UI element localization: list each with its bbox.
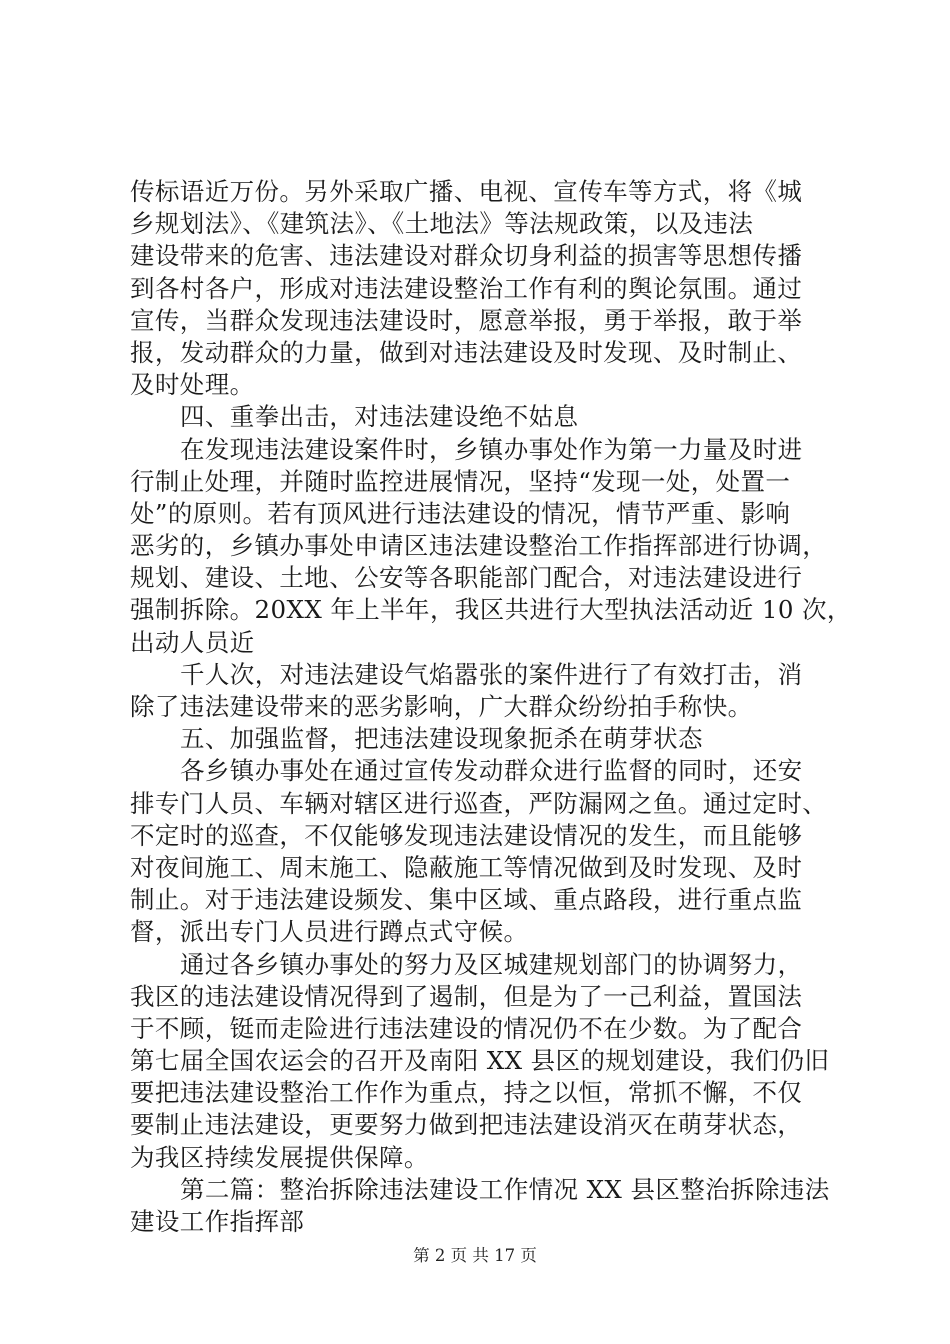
text-line: 传标语近万份。另外采取广播、电视、宣传车等方式，将《城 (130, 177, 803, 206)
text-line: 为我区持续发展提供保障。 (130, 1142, 429, 1172)
text-line: 通过各乡镇办事处的努力及区城建规划部门的协调努力， (180, 949, 803, 979)
text-line: 恶劣的，乡镇办事处申请区违法建设整治工作指挥部进行协调， (130, 531, 828, 561)
text-line: 我区的违法建设情况得到了遏制，但是为了一己利益，置国法 (130, 981, 803, 1011)
text-line: 督，派出专门人员进行蹲点式守候。 (130, 917, 529, 947)
section-heading: 四、重拳出击，对违法建设绝不姑息 (180, 402, 579, 432)
text-line: 除了违法建设带来的恶劣影响，广大群众纷纷拍手称快。 (130, 692, 753, 721)
text-line: 行制止处理，并随时监控进展情况，坚持“发现一处，处置一 (130, 466, 791, 496)
text-line: 第七届全国农运会的召开及南阳 XX 县区的规划建设，我们仍旧 (130, 1046, 830, 1076)
text-line: 宣传，当群众发现违法建设时，愿意举报，勇于举报，敢于举 (130, 305, 803, 335)
text-line: 及时处理。 (130, 370, 255, 400)
section-heading: 第二篇：整治拆除违法建设工作情况 XX 县区整治拆除违法 (180, 1174, 830, 1204)
text-line: 要把违法建设整治工作作为重点，持之以恒，常抓不懈，不仅 (130, 1078, 803, 1108)
text-line: 建设带来的危害、违法建设对群众切身利益的损害等思想传播 (130, 241, 803, 271)
text-line: 出动人员近 (130, 627, 255, 657)
text-line: 对夜间施工、周末施工、隐蔽施工等情况做到及时发现、及时 (130, 852, 803, 882)
text-line: 于不顾，铤而走险进行违法建设的情况仍不在少数。为了配合 (130, 1013, 803, 1043)
text-line: 到各村各户，形成对违法建设整治工作有利的舆论氛围。通过 (130, 273, 803, 303)
document-body (130, 176, 852, 1238)
text-line: 处”的原则。若有顶风进行违法建设的情况，情节严重、影响 (130, 498, 791, 528)
text-line: 各乡镇办事处在通过宣传发动群众进行监督的同时，还安 (180, 756, 803, 786)
text-line: 要制止违法建设，更要努力做到把违法建设消灭在萌芽状态， (130, 1110, 803, 1140)
text-line: 排专门人员、车辆对辖区进行巡查，严防漏网之鱼。通过定时、 (130, 788, 828, 818)
text-line: 建设工作指挥部 (130, 1207, 305, 1236)
text-line: 在发现违法建设案件时，乡镇办事处作为第一力量及时进 (180, 434, 803, 464)
text-line: 强制拆除。20XX 年上半年，我区共进行大型执法活动近 10 次， (130, 595, 852, 625)
text-line: 制止。对于违法建设频发、集中区域、重点路段，进行重点监 (130, 885, 803, 915)
text-line: 规划、建设、土地、公安等各职能部门配合，对违法建设进行 (130, 563, 803, 593)
page-number: 第 2 页 共 17 页 (413, 1246, 537, 1265)
section-heading: 五、加强监督，把违法建设现象扼杀在萌芽状态 (180, 724, 703, 754)
text-line: 千人次，对违法建设气焰嚣张的案件进行了有效打击，消 (180, 659, 803, 689)
text-line: 不定时的巡查，不仅能够发现违法建设情况的发生，而且能够 (130, 820, 803, 850)
text-line: 报，发动群众的力量，做到对违法建设及时发现、及时制止、 (130, 337, 803, 367)
text-line: 乡规划法》、《建筑法》、《土地法》等法规政策，以及违法 (130, 209, 754, 239)
